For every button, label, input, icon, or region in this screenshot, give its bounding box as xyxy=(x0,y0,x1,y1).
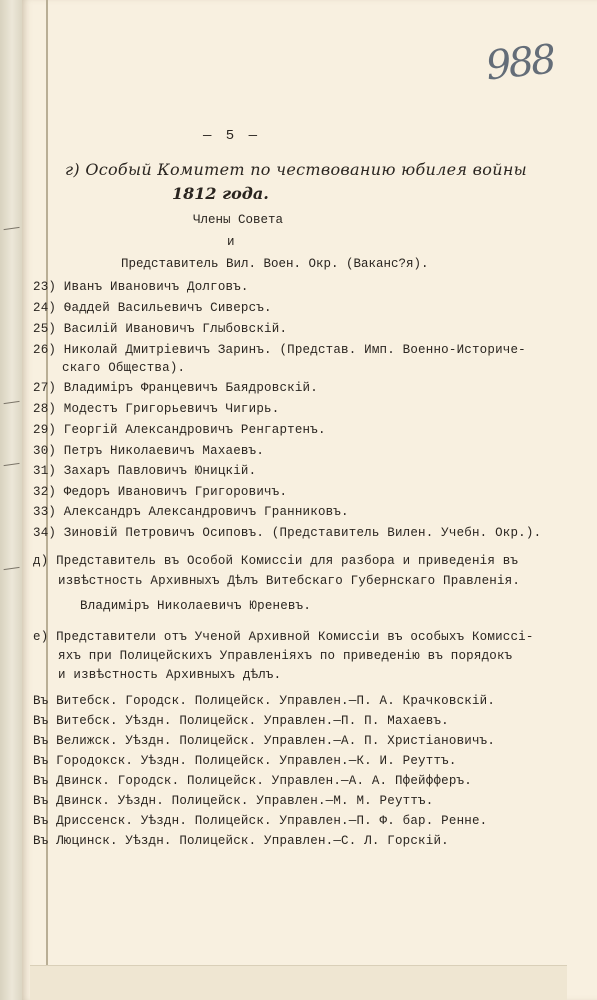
section-d-line: д) Представитель въ Особой Комиссіи для разбора и приведенія въ xyxy=(33,554,519,568)
list-item: 28) Модестъ Григорьевичъ Чигирь. xyxy=(33,402,280,416)
rep-line: Въ Витебск. Городск. Полицейск. Управлен.—П. А. Крачковскій. xyxy=(33,694,496,708)
list-item: 23) Иванъ Ивановичъ Долговъ. xyxy=(33,280,249,294)
section-e-line: е) Представители отъ Ученой Архивной Комиссіи въ особыхъ Комиссі- xyxy=(33,630,534,644)
section-e-line: и извѣстность Архивныхъ дѣлъ. xyxy=(58,668,282,682)
members-conjunction: и xyxy=(227,235,235,249)
rep-line: Въ Дриссенск. Уѣздн. Полицейск. Управлен.—П. Ф. бар. Ренне. xyxy=(33,814,488,828)
list-item: 25) Василій Ивановичъ Глыбовскій. xyxy=(33,322,288,336)
list-item: 33) Александръ Александровичъ Гранниковъ. xyxy=(33,505,349,519)
members-title: Члены Совета xyxy=(193,213,284,227)
section-d-line: извѣстность Архивныхъ Дѣлъ Витебскаго Губернскаго Правленія. xyxy=(58,574,521,588)
list-item: 24) Ѳаддей Васильевичъ Сиверсъ. xyxy=(33,301,272,315)
rep-line: Въ Витебск. Уѣздн. Полицейск. Управлен.—П. П. Махаевъ. xyxy=(33,714,449,728)
archive-folio-number: 988 xyxy=(483,36,556,90)
rep-line: Въ Городокск. Уѣздн. Полицейск. Управлен.—К. И. Реуттъ. xyxy=(33,754,457,768)
list-item-continuation: скаго Общества). xyxy=(62,361,186,375)
rep-line: Въ Двинск. Городск. Полицейск. Управлен.—А. А. Пфейфферъ. xyxy=(33,774,472,788)
list-item: 27) Владиміръ Францевичъ Баядровскій. xyxy=(33,381,318,395)
document-page xyxy=(22,0,597,1000)
page-number: — 5 — xyxy=(203,128,261,144)
list-item: 29) Георгій Александровичъ Ренгартенъ. xyxy=(33,423,326,437)
rep-line: Въ Люцинск. Уѣздн. Полицейск. Управлен.—С. Л. Горскій. xyxy=(33,834,449,848)
section-heading-line2: 1812 года. xyxy=(172,184,269,203)
list-item: 30) Петръ Николаевичъ Махаевъ. xyxy=(33,444,265,458)
section-heading-line1: г) Особый Комитет по чествованию юбилея войны xyxy=(65,160,527,179)
list-item: 31) Захаръ Павловичъ Юницкій. xyxy=(33,464,257,478)
rep-line: Въ Двинск. Уѣздн. Полицейск. Управлен.—М. М. Реуттъ. xyxy=(33,794,434,808)
section-e-line: яхъ при Полицейскихъ Управленіяхъ по приведенію въ порядокъ xyxy=(58,649,513,663)
section-d-name: Владиміръ Николаевичъ Юреневъ. xyxy=(80,599,312,613)
district-representative: Представитель Вил. Воен. Окр. (Ваканс?я). xyxy=(121,257,429,271)
list-item: 34) Зиновій Петровичъ Осиповъ. (Представитель Вилен. Учебн. Окр.). xyxy=(33,526,542,540)
rep-line: Въ Велижск. Уѣздн. Полицейск. Управлен.—А. П. Христіановичъ. xyxy=(33,734,496,748)
list-item: 26) Николай Дмитріевичъ Заринъ. (Представ. Имп. Военно-Историче- xyxy=(33,343,526,357)
page-bottom-edge xyxy=(30,965,567,1000)
list-item: 32) Федоръ Ивановичъ Григоровичъ. xyxy=(33,485,288,499)
page-gutter xyxy=(22,0,48,1000)
